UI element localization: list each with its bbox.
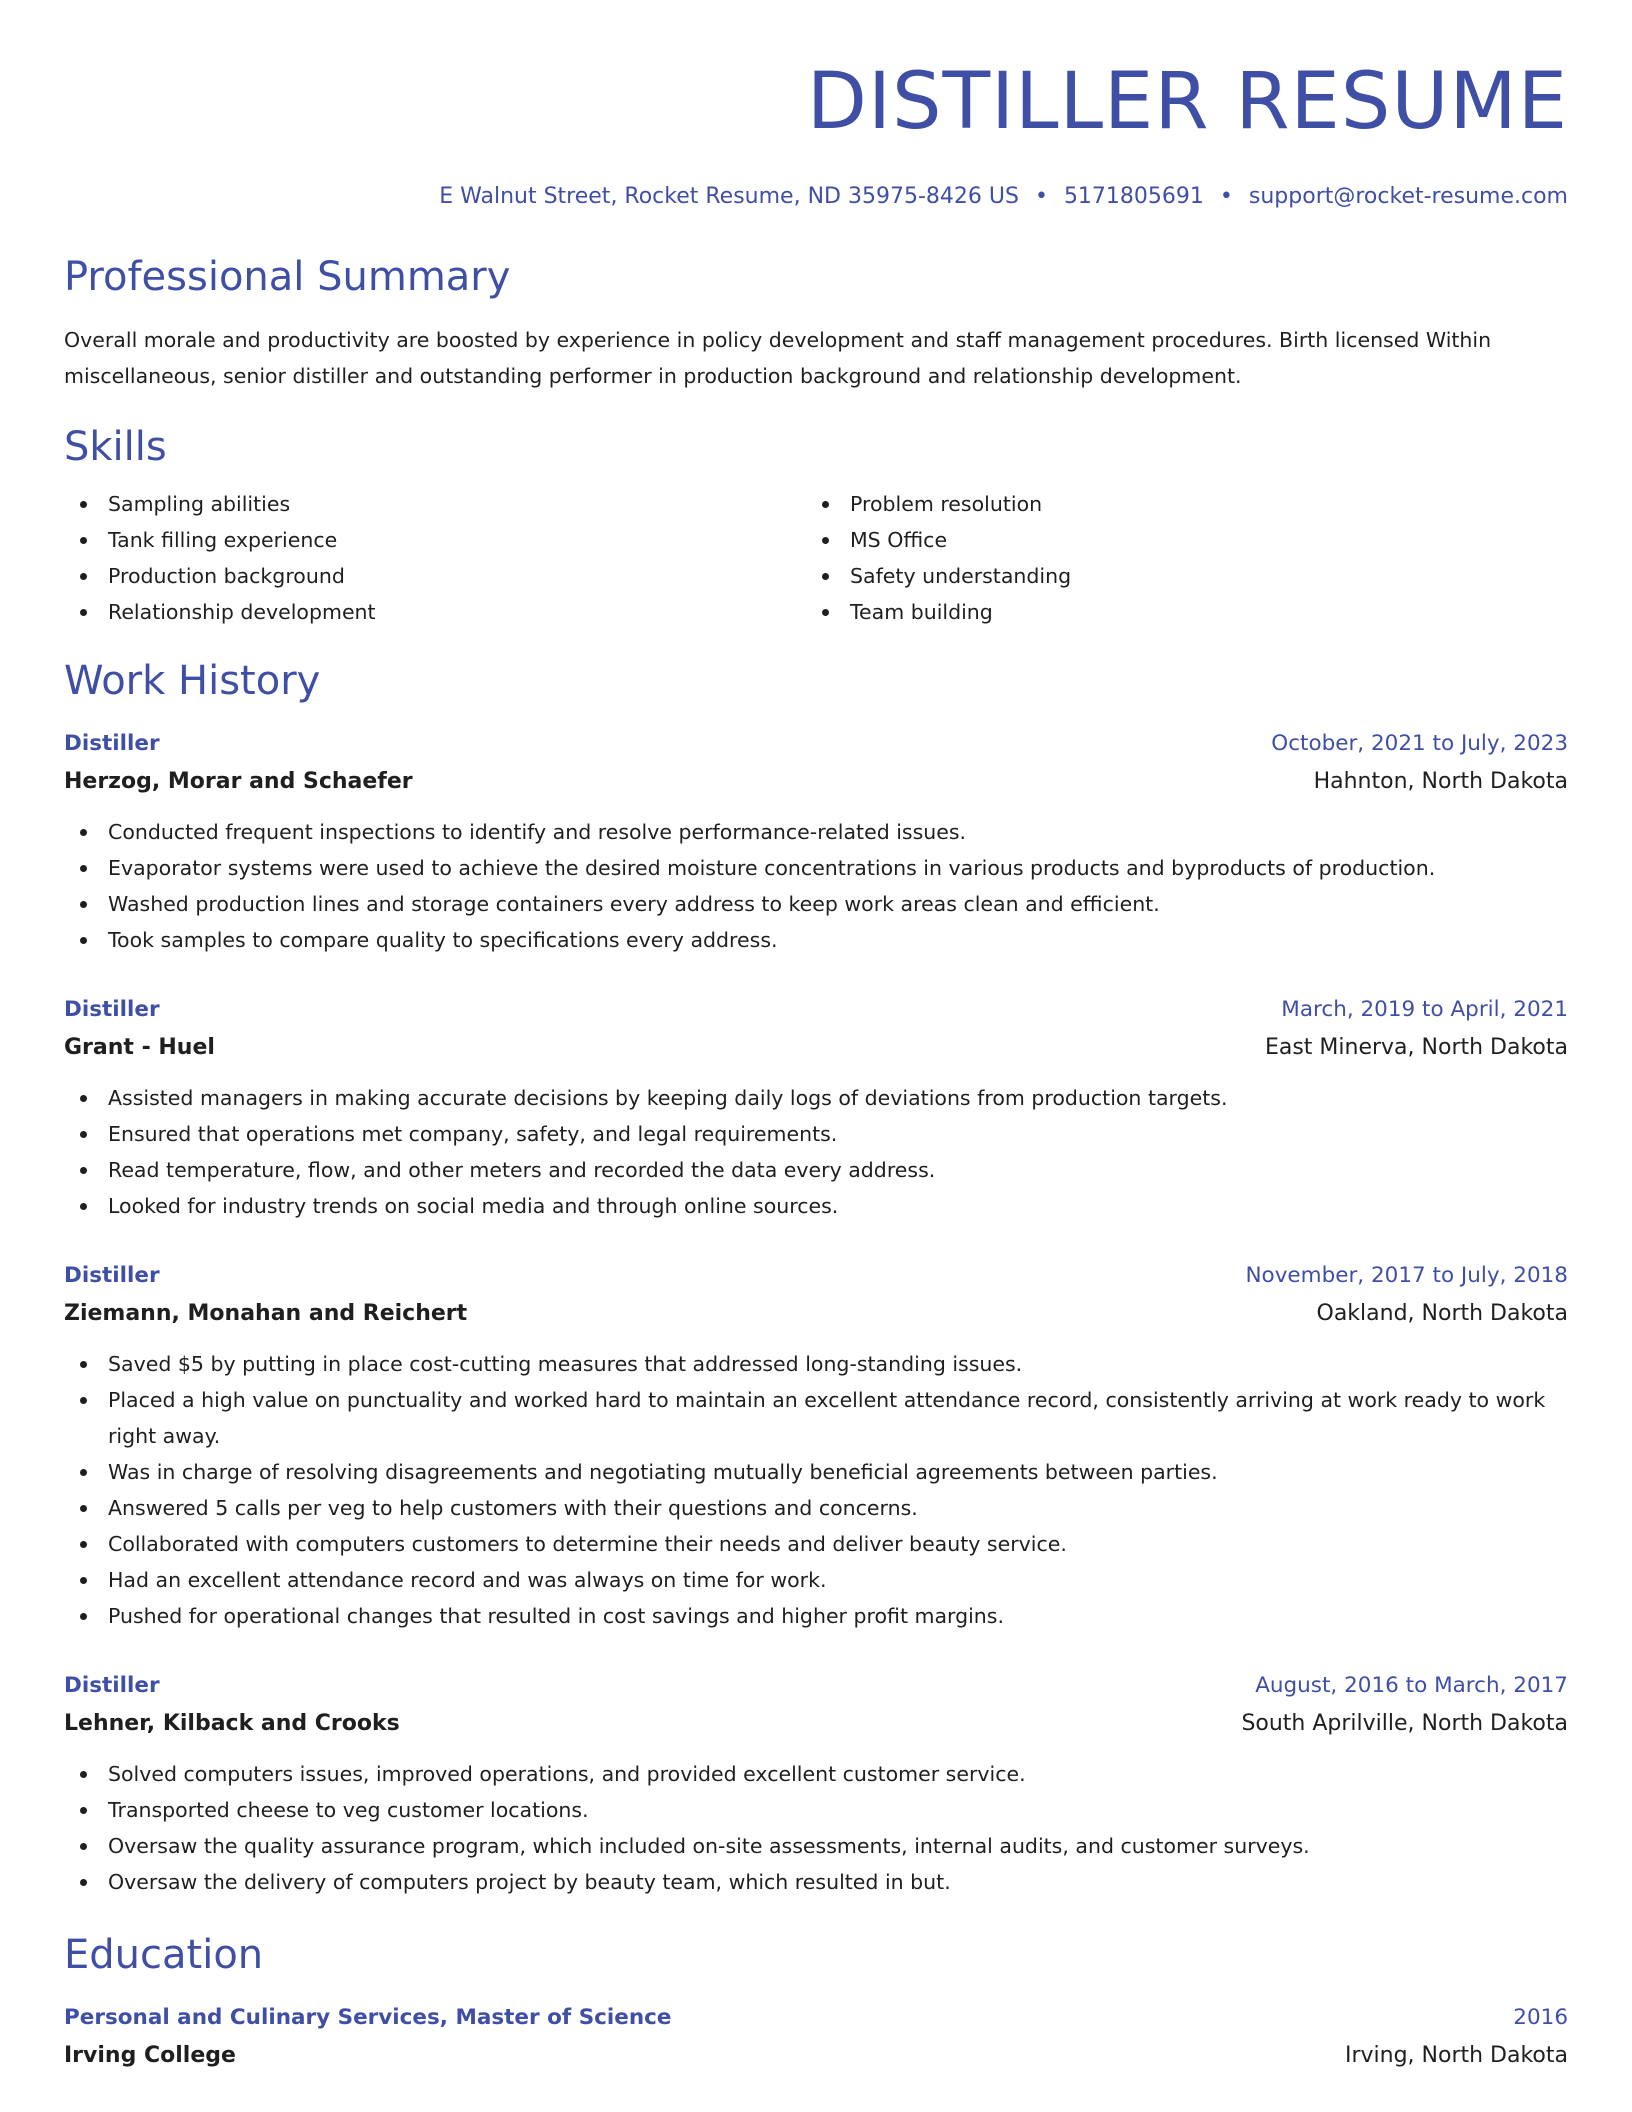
job-company-row [64, 1294, 1568, 1334]
job-header-row [64, 992, 1568, 1028]
job-bullet: Transported cheese to veg customer locations. [64, 1792, 1568, 1828]
job-bullet: Assisted managers in making accurate decisions by keeping daily logs of deviations from production targets. [64, 1080, 1568, 1116]
job-bullets [64, 1080, 1568, 1224]
job-dates: March, 2019 to April, 2021 [1281, 997, 1568, 1022]
education-entry [64, 2000, 1568, 2076]
contact-email: support@rocket-resume.com [1248, 184, 1568, 209]
job-company-row [64, 762, 1568, 802]
job-bullet: Oversaw the delivery of computers project by beauty team, which resulted in but. [64, 1864, 1568, 1900]
summary-section [64, 252, 1568, 394]
education-section [64, 1930, 1568, 2076]
job-bullet: Solved computers issues, improved operations, and provided excellent customer service. [64, 1756, 1568, 1792]
job-bullets [64, 1756, 1568, 1900]
job-title: Distiller [64, 1263, 160, 1288]
job-bullet: Ensured that operations met company, safety, and legal requirements. [64, 1116, 1568, 1152]
job-bullet: Had an excellent attendance record and was always on time for work. [64, 1562, 1568, 1598]
education-degree: Personal and Culinary Services, Master of Science [64, 2005, 672, 2030]
job-header-row [64, 1258, 1568, 1294]
work-history-section [64, 656, 1568, 1900]
education-school: Irving College [64, 2043, 236, 2068]
section-title-summary: Professional Summary [64, 254, 511, 300]
job-dates: November, 2017 to July, 2018 [1245, 1263, 1568, 1288]
job-entry [64, 992, 1568, 1224]
job-entry [64, 726, 1568, 958]
job-location: East Minerva, North Dakota [1264, 1035, 1568, 1060]
job-bullets [64, 814, 1568, 958]
job-bullet: Pushed for operational changes that resulted in cost savings and higher profit margins. [64, 1598, 1568, 1634]
job-company: Lehner, Kilback and Crooks [64, 1711, 400, 1736]
job-dates: October, 2021 to July, 2023 [1271, 731, 1568, 756]
job-title: Distiller [64, 1673, 160, 1698]
job-header-row [64, 726, 1568, 762]
skills-column-left [64, 486, 806, 630]
job-bullet: Saved $5 by putting in place cost-cutting measures that addressed long-standing issues. [64, 1346, 1568, 1382]
job-bullet: Read temperature, flow, and other meters and recorded the data every address. [64, 1152, 1568, 1188]
job-location: Hahnton, North Dakota [1313, 769, 1568, 794]
job-entry [64, 1258, 1568, 1634]
resume-name: DISTILLER RESUME [806, 57, 1568, 147]
skills-grid [64, 486, 1568, 630]
section-title-education: Education [64, 1932, 264, 1978]
job-header-row [64, 1668, 1568, 1704]
job-entry [64, 1668, 1568, 1900]
job-bullet: Took samples to compare quality to specifications every address. [64, 922, 1568, 958]
job-dates: August, 2016 to March, 2017 [1255, 1673, 1568, 1698]
job-bullet: Placed a high value on punctuality and worked hard to maintain an excellent attendance record, consistently arriving at work ready to work right away. [64, 1382, 1568, 1454]
job-title: Distiller [64, 731, 160, 756]
skill-item: Production background [64, 558, 806, 594]
job-company: Grant - Huel [64, 1035, 215, 1060]
job-bullet: Conducted frequent inspections to identify and resolve performance-related issues. [64, 814, 1568, 850]
summary-text: Overall morale and productivity are boosted by experience in policy development and staff management procedures. Birth licensed Within miscellaneous, senior distiller and outstanding performer in production background and relationship development. [64, 328, 1492, 388]
skill-item: MS Office [806, 522, 1548, 558]
job-bullet: Answered 5 calls per veg to help customers with their questions and concerns. [64, 1490, 1568, 1526]
job-bullet: Washed production lines and storage containers every address to keep work areas clean and efficient. [64, 886, 1568, 922]
skills-column-right [806, 486, 1548, 630]
job-location: Oakland, North Dakota [1316, 1301, 1568, 1326]
contact-separator: • [1219, 184, 1233, 209]
job-title: Distiller [64, 997, 160, 1022]
education-year: 2016 [1513, 2005, 1568, 2030]
job-bullet: Oversaw the quality assurance program, which included on-site assessments, internal audits, and customer surveys. [64, 1828, 1568, 1864]
skill-item: Problem resolution [806, 486, 1548, 522]
job-company: Herzog, Morar and Schaefer [64, 769, 413, 794]
contact-separator: • [1034, 184, 1048, 209]
contact-phone: 5171805691 [1063, 184, 1204, 209]
section-title-skills: Skills [64, 424, 167, 470]
education-header-row [64, 2000, 1568, 2036]
job-bullet: Was in charge of resolving disagreements and negotiating mutually beneficial agreements between parties. [64, 1454, 1568, 1490]
job-company: Ziemann, Monahan and Reichert [64, 1301, 468, 1326]
education-school-row [64, 2036, 1568, 2076]
skills-section [64, 422, 1568, 630]
job-bullets [64, 1346, 1568, 1634]
job-bullet: Looked for industry trends on social media and through online sources. [64, 1188, 1568, 1224]
education-location: Irving, North Dakota [1344, 2043, 1568, 2068]
job-bullet: Collaborated with computers customers to determine their needs and deliver beauty service. [64, 1526, 1568, 1562]
job-bullet: Evaporator systems were used to achieve the desired moisture concentrations in various products and byproducts of production. [64, 850, 1568, 886]
section-title-work-history: Work History [64, 658, 321, 704]
resume-header [64, 0, 1568, 214]
contact-address: E Walnut Street, Rocket Resume, ND 35975-8426 US [439, 184, 1019, 209]
skill-item: Relationship development [64, 594, 806, 630]
job-company-row [64, 1704, 1568, 1744]
job-location: South Aprilville, North Dakota [1241, 1711, 1568, 1736]
skill-item: Team building [806, 594, 1548, 630]
skill-item: Sampling abilities [64, 486, 806, 522]
job-company-row [64, 1028, 1568, 1068]
skill-item: Safety understanding [806, 558, 1548, 594]
skill-item: Tank filling experience [64, 522, 806, 558]
contact-line [64, 180, 1568, 214]
